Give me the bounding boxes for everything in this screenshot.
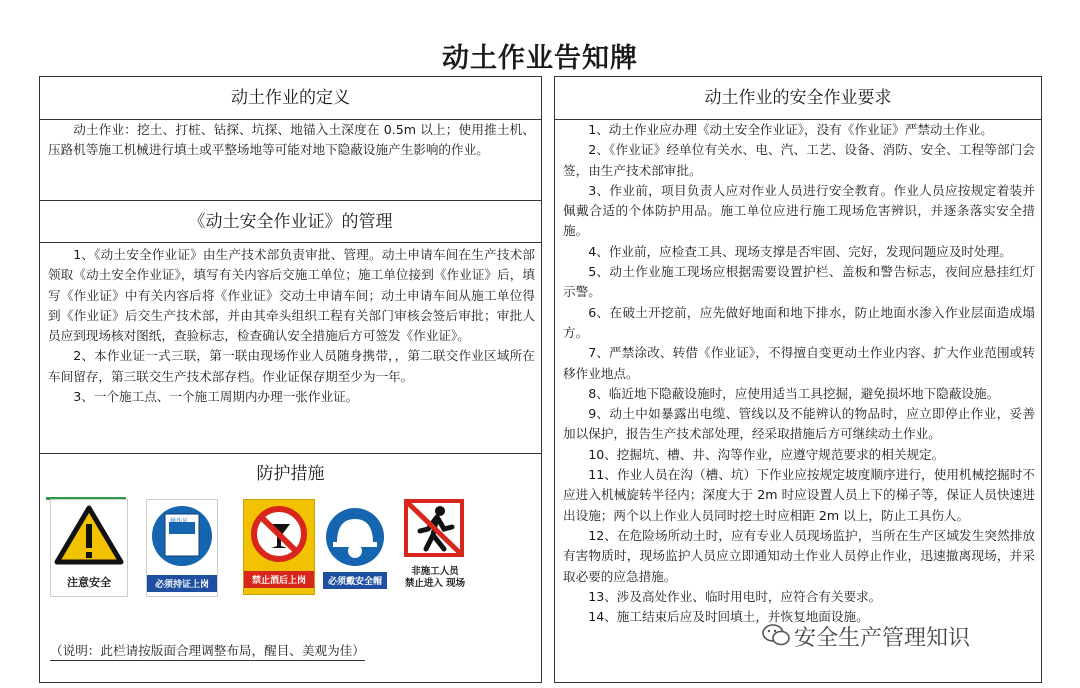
management-paragraph-3: 3、一个施工点、一个施工周期内办理一张作业证。 — [73, 389, 359, 405]
requirement-item: 2、《作业证》经单位有关水、电、汽、工艺、设备、消防、安全、工程等部门会签，由生产技术部审批。 — [563, 142, 1035, 178]
requirement-item: 12、在危险场所动土时，应有专业人员现场监护，当所在生产区域发生突然排放有害物质时，现场监护人员应立即通知动土作业人员停止作业，迅速撤离现场，并采取必要的应急措施。 — [563, 527, 1035, 584]
protection-heading: 防护措施 — [256, 464, 325, 484]
requirement-item: 8、临近地下隐蔽设施时，应使用适当工具挖掘，避免损坏地下隐蔽设施。 — [588, 385, 1000, 401]
no-entry-icon — [400, 499, 470, 559]
requirement-item: 5、动土作业施工现场应根据需要设置护栏、盖板和警告标志，夜间应悬挂红灯示警。 — [563, 264, 1035, 300]
management-text — [48, 245, 535, 407]
wear-helmet-sign — [323, 499, 387, 595]
requirement-item: 9、动土中如暴露出电缆、管线以及不能辨认的物品时，应立即停止作业，妥善加以保护，报告生产技术部处理，经采取措施后方可继续动土作业。 — [563, 406, 1035, 442]
definition-heading: 动土作业的定义 — [40, 77, 541, 120]
management-paragraph-1: 1、《动土安全作业证》由生产技术部负责审批、管理。动土申请车间在生产技术部领取《动土安全作业证》，填写有关内容后交施工单位；施工单位接到《作业证》后，填写《作业证》中有关内容后将《作业证》交动土申请车间；动土申请车间从施工单位得到《作业证》后交生产技术部，并由其牵头组织工程有关部门审核会签后审批；审批人员应到现场核对图纸，查验标志，检查确认安全措施后方可签发《作业证》。 — [48, 247, 535, 344]
wechat-icon — [762, 623, 790, 647]
no-entry-caption-line1: 非施工人员 — [411, 566, 459, 577]
caution-caption: 注意安全 — [67, 576, 111, 589]
management-paragraph-2: 2、本作业证一式三联，第一联由现场作业人员随身携带，，第二联交作业区域所在车间留存，第三联交生产技术部存档。作业证保存期至少为一年。 — [48, 348, 535, 384]
layout-note: （说明：此栏请按版面合理调整布局，醒目、美观为佳） — [50, 640, 365, 661]
workwear-icon — [147, 500, 217, 574]
requirement-item: 1、动土作业应办理《动土安全作业证》，没有《作业证》严禁动土作业。 — [588, 122, 993, 137]
wear-workwear-sign — [146, 499, 218, 597]
right-panel — [554, 76, 1042, 683]
no-drinking-icon — [244, 500, 314, 572]
requirements-heading: 动土作业的安全作业要求 — [555, 77, 1041, 120]
warning-triangle-icon — [51, 500, 127, 570]
watermark — [794, 621, 970, 652]
helmet-caption: 必须戴安全帽 — [323, 572, 387, 589]
requirement-item: 7、严禁涂改、转借《作业证》，不得擅自变更动土作业内容、扩大作业范围或转移作业地点。 — [563, 345, 1035, 381]
management-heading: 《动土安全作业证》的管理 — [40, 201, 541, 243]
requirement-item: 13、涉及高处作业、临时用电时，应符合有关要求。 — [588, 588, 882, 604]
left-panel — [39, 76, 542, 683]
no-entry-caption-line2: 禁止进入 现场 — [404, 578, 466, 589]
requirement-item: 4、作业前，应检查工具、现场支撑是否牢固、完好，发现问题应及时处理。 — [588, 243, 1012, 259]
requirements-list — [563, 120, 1035, 627]
page-title: 动土作业告知牌 — [442, 43, 638, 74]
no-drinking-caption: 禁止酒后上岗 — [244, 571, 314, 588]
requirement-item: 6、在破土开挖前，应先做好地面和地下排水，防止地面水渗入作业层面造成塌方。 — [563, 304, 1035, 340]
watermark-text: 安全生产管理知识 — [794, 626, 971, 651]
definition-text — [48, 120, 535, 161]
requirement-item: 11、作业人员在沟（槽、坑）下作业应按规定坡度顺序进行，使用机械挖掘时不应进入机械旋转半径内；深度大于 2m 时应设置人员上下的梯子等，保证人员快速进出设施；两个以上作业人员同时挖土时应相距 2m 以上，防止工具伤人。 — [563, 467, 1035, 523]
definition-paragraph: 动土作业：挖土、打桩、钻探、坑探、地锚入土深度在 0.5m 以上；使用推土机、压路机等施工机械进行填土或平整场地等可能对地下隐蔽设施产生影响的作业。 — [48, 122, 535, 158]
helmet-icon — [323, 499, 387, 573]
requirement-item: 14、施工结束后应及时回填土，并恢复地面设施。 — [588, 609, 869, 625]
no-drinking-sign — [243, 499, 315, 595]
caution-sign — [50, 499, 128, 597]
requirement-item: 3、作业前，项目负责人应对作业人员进行安全教育。作业人员应按规定着装并佩戴合适的个体防护用品。施工单位应进行施工现场危害辨识，并逐条落实安全措施。 — [563, 182, 1035, 239]
requirement-item: 10、挖掘坑、槽、井、沟等作业，应遵守规范要求的相关规定。 — [588, 446, 945, 462]
safety-signs-row — [46, 499, 486, 609]
workwear-caption: 必须持证上岗 — [147, 575, 217, 592]
no-entry-sign — [400, 499, 470, 595]
workwear-panel-label: 操作证 — [170, 518, 189, 525]
